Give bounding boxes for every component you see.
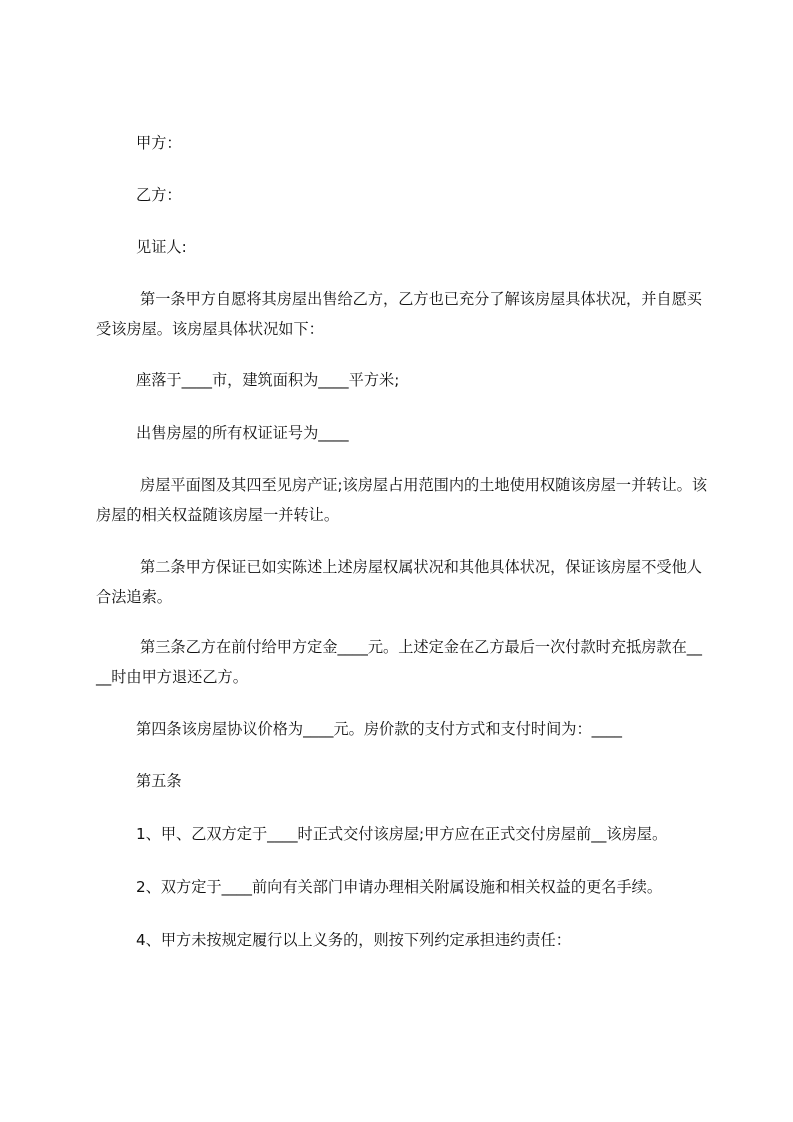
floor-plan-paragraph: 房屋平面图及其四至见房产证;该房屋占用范围内的土地使用权随该房屋一并转让。该房屋的相关权益随该房屋一并转让。: [96, 476, 708, 524]
location-area-line: 座落于____市，建筑面积为____平方米;: [136, 371, 400, 389]
article-4-line: 第四条该房屋协议价格为____元。房价款的支付方式和支付时间为：____: [136, 720, 622, 738]
clause-2-line: 2、双方定于____前向有关部门申请办理相关附属设施和相关权益的更名手续。: [136, 878, 663, 896]
article-2-paragraph: 第二条甲方保证已如实陈述上述房屋权属状况和其他具体状况，保证该房屋不受他人合法追索。: [96, 558, 702, 606]
party-a-line: 甲方：: [136, 134, 182, 152]
article-1-paragraph: 第一条甲方自愿将其房屋出售给乙方，乙方也已充分了解该房屋具体状况，并自愿买受该房屋。该房屋具体状况如下：: [96, 290, 702, 338]
article-5-heading: 第五条: [136, 772, 182, 790]
party-b-line: 乙方：: [136, 186, 182, 204]
article-3-paragraph: 第三条乙方在前付给甲方定金____元。上述定金在乙方最后一次付款时充抵房款在____时由甲方退还乙方。: [96, 638, 702, 686]
certificate-number-line: 出售房屋的所有权证证号为____: [136, 424, 349, 442]
clause-1-line: 1、甲、乙双方定于____时正式交付该房屋;甲方应在正式交付房屋前__该房屋。: [136, 825, 668, 843]
clause-4-line: 4、甲方未按规定履行以上义务的，则按下列约定承担违约责任：: [136, 931, 571, 949]
witness-line: 见证人:: [136, 238, 187, 256]
